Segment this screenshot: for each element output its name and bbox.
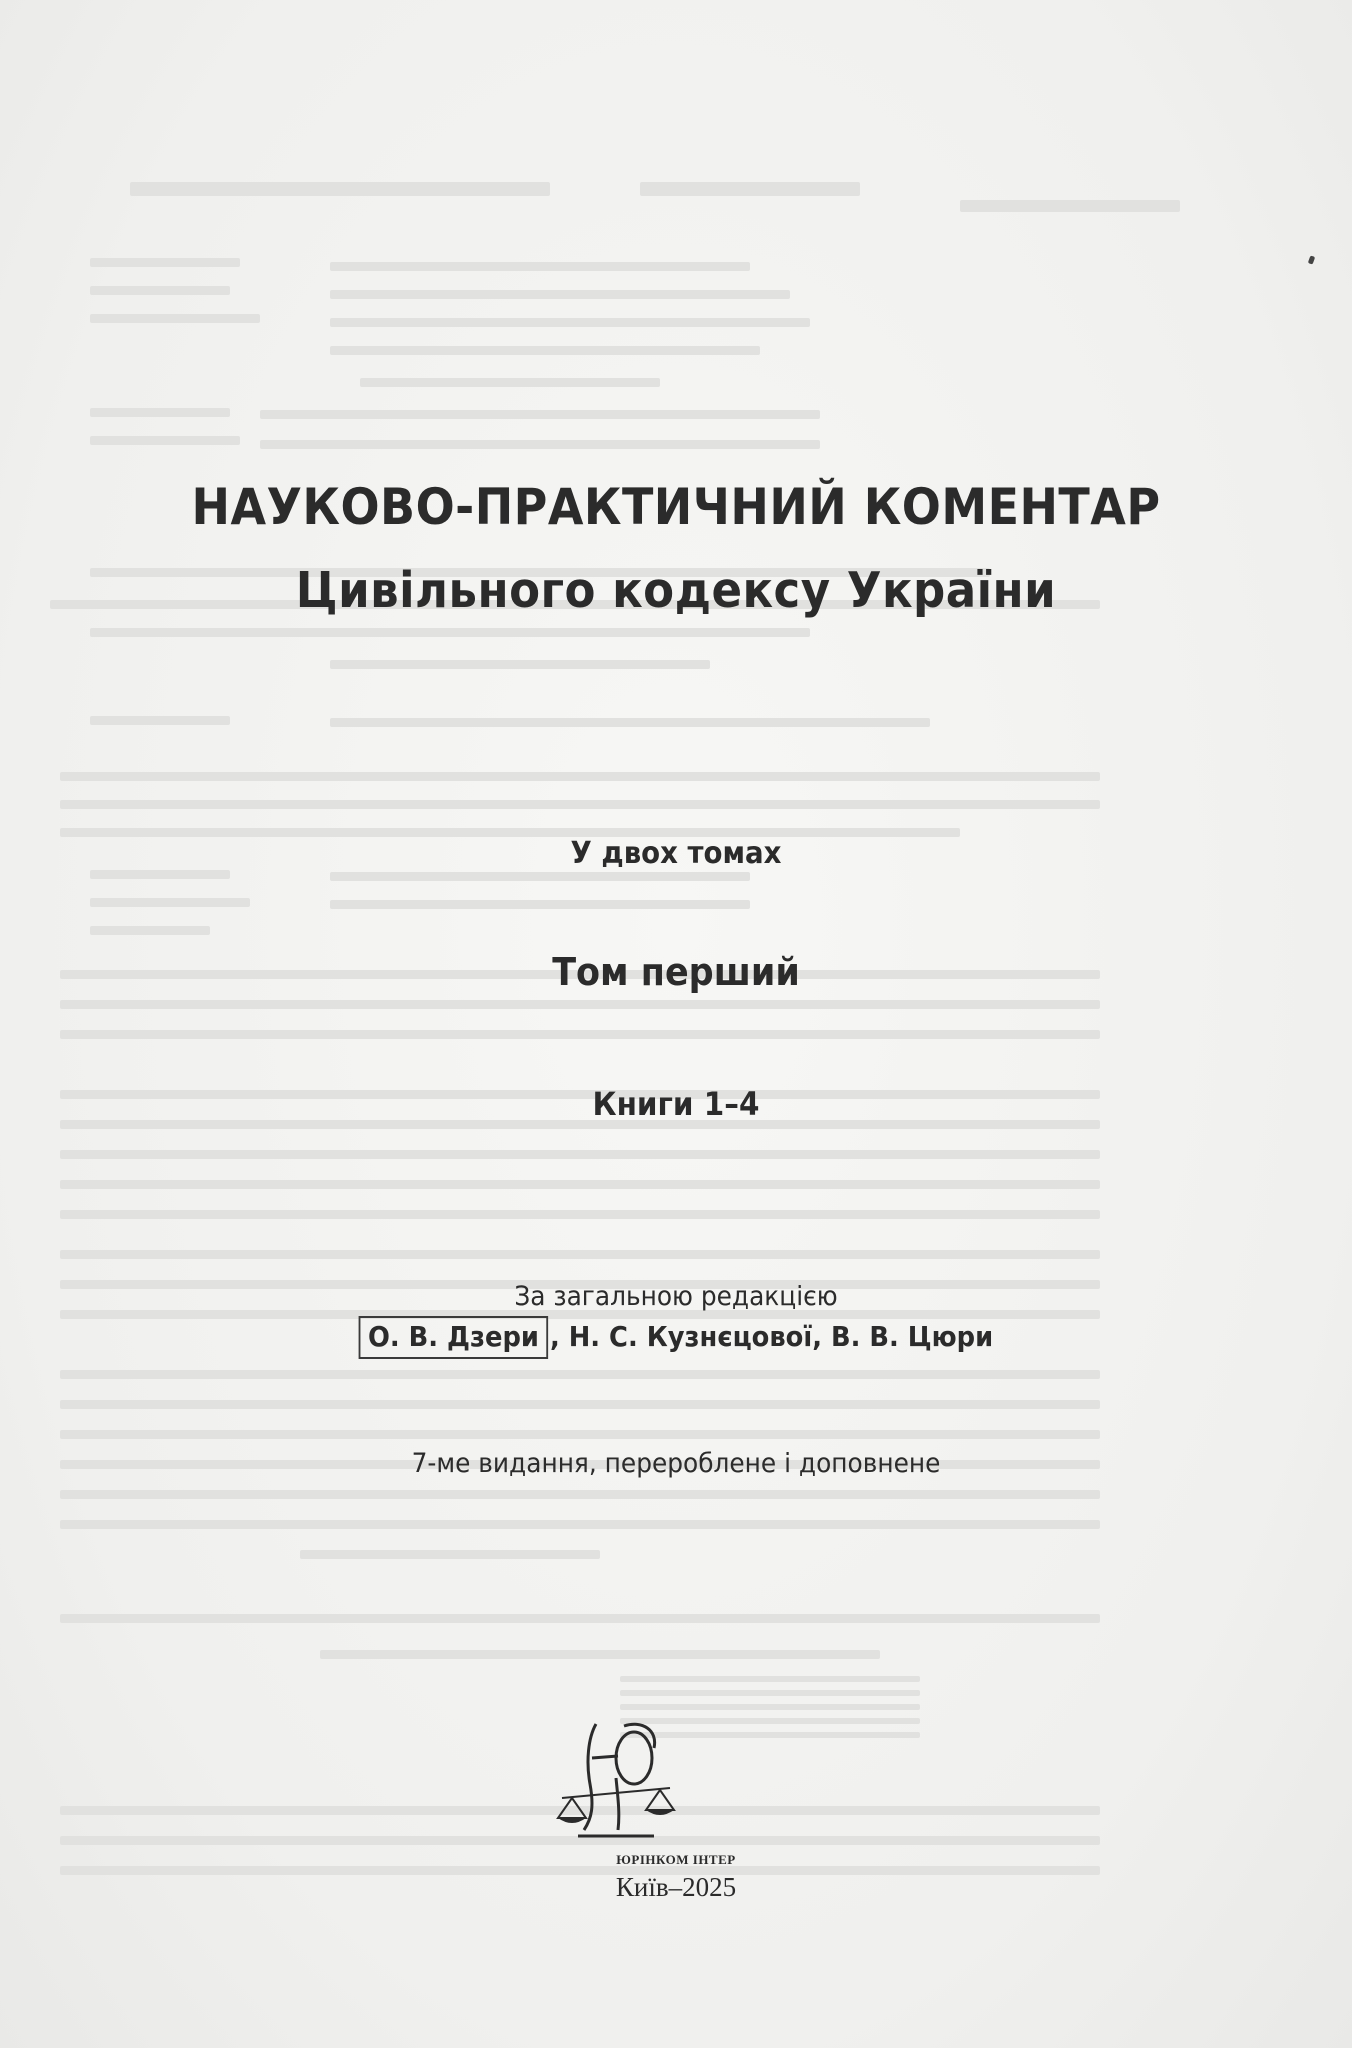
volumes-note: У двох томах — [570, 836, 782, 871]
title-line-1: НАУКОВО-ПРАКТИЧНИЙ КОМЕНТАР — [191, 478, 1161, 536]
publisher-name: ЮРІНКОМ ІНТЕР — [616, 1852, 736, 1867]
editor-label: За загальною редакцією — [514, 1281, 838, 1312]
title-line-2: Цивільного кодексу України — [295, 562, 1057, 619]
volume-label: Том перший — [552, 950, 800, 994]
publisher-logo — [548, 1718, 684, 1848]
city-year: Київ–2025 — [615, 1872, 737, 1902]
editors-line — [54, 1320, 1298, 1353]
books-range: Книги 1–4 — [592, 1085, 760, 1123]
editors-rest: , Н. С. Кузнєцової, В. В. Цюри — [549, 1320, 994, 1353]
editor-first-boxed: О. В. Дзери — [359, 1316, 548, 1359]
edition-note: 7-ме видання, перероблене і доповнене — [411, 1448, 941, 1479]
ink-speck — [1308, 255, 1315, 264]
